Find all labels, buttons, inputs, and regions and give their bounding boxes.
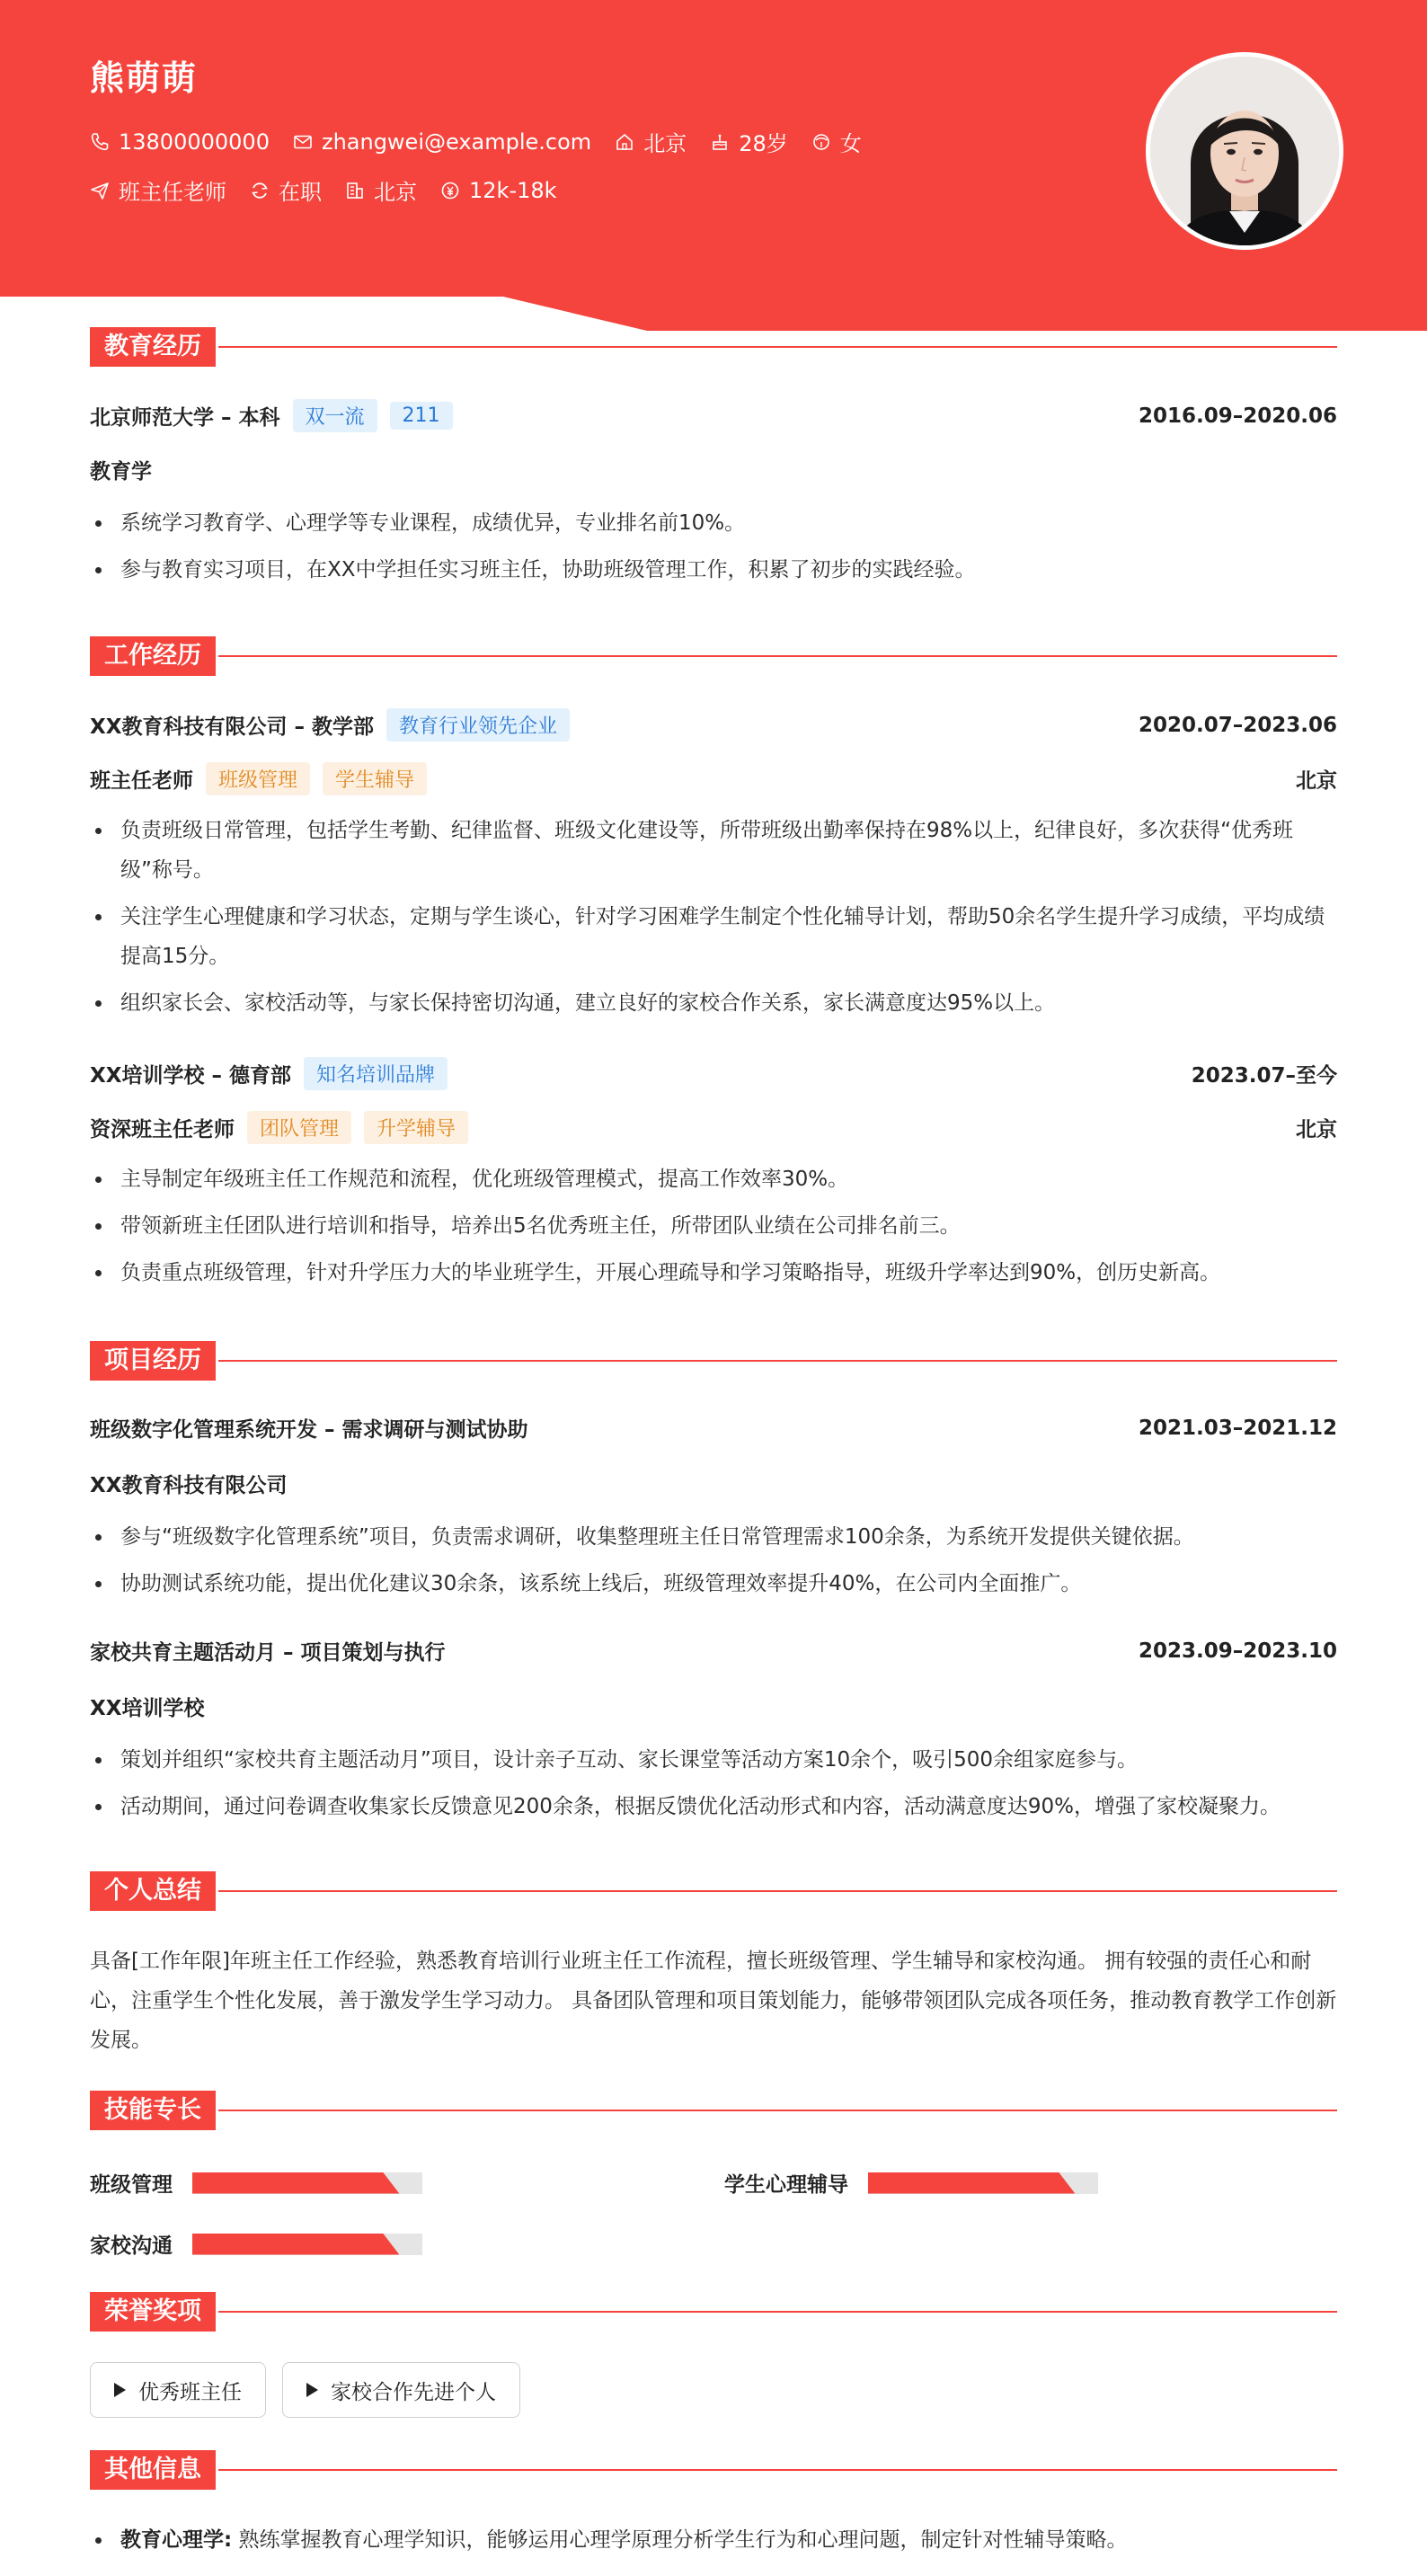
role-tag: 团队管理 [247,1111,351,1144]
salary-text: 12k-18k [469,177,557,203]
company-tag: 教育行业领先企业 [386,708,570,742]
project-bullets [90,1517,1337,1611]
phone-item [90,129,270,155]
section-divider [218,2311,1337,2313]
list-item: 策划并组织“家校共育主题活动月”项目，设计亲子互动、家长课堂等活动方案10余个，吸引500余组家庭参与。 [90,1740,1337,1780]
work-bullets [90,1159,1337,1300]
resume-header [0,0,1427,333]
other-info-item [90,2520,1368,2560]
project-date: 2021.03–2021.12 [1138,1416,1337,1440]
work-role-row [90,762,1337,795]
play-triangle-icon [306,2383,318,2397]
skill-bar-fill [192,2172,399,2194]
gender-text: 女 [839,131,862,156]
list-item: 参与教育实习项目，在XX中学担任实习班主任，协助班级管理工作，积累了初步的实践经验。 [90,550,1337,590]
list-item: 活动期间，通过问卷调查收集家长反馈意见200余条，根据反馈优化活动形式和内容，活动满意度达90%，增强了家校凝聚力。 [90,1787,1337,1826]
work-role-row [90,1111,1337,1144]
project-org: XX教育科技有限公司 [90,1474,288,1497]
work-location: 北京 [1296,769,1337,793]
salary-item [440,178,557,203]
section-skills-title: 技能专长 [90,2091,216,2130]
work-date: 2023.07–至今 [1191,1064,1337,1088]
list-item: 主导制定年级班主任工作规范和流程，优化班级管理模式，提高工作效率30%。 [90,1159,1337,1199]
salary-icon [440,181,460,200]
section-education-header [90,327,1337,367]
mail-icon [293,132,313,152]
contact-row [90,126,885,157]
major: 教育学 [90,460,152,484]
education-date: 2016.09–2020.06 [1138,404,1337,428]
avatar-portrait [1150,57,1339,245]
status-item [250,174,322,206]
list-item: 负责重点班级管理，针对升学压力大的毕业班学生，开展心理疏导和学习策略指导，班级升学率达到90%，创历史新高。 [90,1253,1337,1292]
age-text: 28岁 [739,131,788,156]
phone-text: 13800000000 [119,129,270,155]
skill-item [90,2229,422,2259]
gender-item [811,126,862,157]
role-name: 资深班主任老师 [90,1118,235,1141]
honor-item [282,2362,520,2418]
project-name: 家校共育主题活动月 – 项目策划与执行 [90,1641,446,1665]
section-divider [218,1890,1337,1892]
play-triangle-icon [114,2383,126,2397]
role-name: 班主任老师 [90,769,193,793]
project-bullets [90,1740,1337,1834]
skill-bar [192,2234,422,2255]
list-item: 关注学生心理健康和学习状态，定期与学生谈心，针对学习困难学生制定个性化辅导计划，帮助50余名学生提升学习成绩，平均成绩提高15分。 [90,897,1337,976]
project-row [90,1636,1337,1666]
list-item: 带领新班主任团队进行培训和指导，培养出5名优秀班主任，所带团队业绩在公司排名前三。 [90,1206,1337,1246]
honor-label: 家校合作先进个人 [331,2380,496,2404]
school-tag: 双一流 [293,399,377,432]
section-projects-title: 项目经历 [90,1341,216,1381]
work-location: 北京 [1296,1118,1337,1141]
education-bullets [90,503,1337,597]
status-text: 在职 [279,180,322,205]
section-divider [218,1360,1337,1362]
role-tag: 班级管理 [206,762,310,795]
email-text: zhangwei@example.com [321,129,592,155]
other-info-text: 熟练掌握教育心理学知识，能够运用心理学原理分析学生行为和心理问题，制定针对性辅导策略。 [238,2528,1128,2552]
work-bullets [90,811,1337,1030]
city-text: 北京 [643,131,687,156]
company-name: XX教育科技有限公司 – 教学部 [90,715,374,739]
company-tag: 知名培训品牌 [304,1057,448,1090]
age-item [710,126,788,157]
role-tag: 学生辅导 [323,762,427,795]
list-item: 协助测试系统功能，提出优化建议30余条，该系统上线后，班级管理效率提升40%，在公司内全面推广。 [90,1564,1337,1603]
refresh-icon [250,181,270,200]
gender-icon [811,132,831,152]
work-city-item [345,174,417,206]
section-other-title: 其他信息 [90,2450,216,2490]
section-divider [218,2110,1337,2111]
section-education-title: 教育经历 [90,327,216,367]
school-tag: 211 [390,402,453,430]
work-date: 2020.07–2023.06 [1138,713,1337,737]
summary-text: 具备[工作年限]年班主任工作经验，熟悉教育培训行业班主任工作流程，擅长班级管理、学生辅导和家校沟通。 拥有较强的责任心和耐心，注重学生个性化发展，善于激发学生学习动力。 具备团队管理和项目策划能力，能够带领团队完成各项任务，推动教育教学工作创新发展。 [90,1950,1337,2052]
skill-item [90,2168,422,2198]
work-company-row [90,708,1337,742]
section-other-header [90,2450,1337,2490]
school-name: 北京师范大学 – 本科 [90,406,280,430]
section-work-header [90,636,1337,676]
skill-name: 学生心理辅导 [724,2173,848,2197]
home-icon [615,132,634,152]
position-item [90,174,226,206]
section-honors-header [90,2292,1337,2332]
project-org: XX培训学校 [90,1697,205,1720]
avatar [1146,52,1343,250]
skill-bar-fill [192,2234,399,2255]
company-name: XX培训学校 – 德育部 [90,1064,291,1088]
section-divider [218,2469,1337,2471]
role-tag: 升学辅导 [364,1111,468,1144]
list-item: 系统学习教育学、心理学等专业课程，成绩优异，专业排名前10%。 [90,503,1337,543]
work-company-row [90,1057,1337,1090]
email-item [293,129,591,155]
cake-icon [710,132,730,152]
list-item: 参与“班级数字化管理系统”项目，负责需求调研，收集整理班主任日常管理需求100余条，为系统开发提供关键依据。 [90,1517,1337,1557]
phone-icon [90,132,110,152]
section-honors-title: 荣誉奖项 [90,2292,216,2332]
send-icon [90,181,110,200]
section-work-title: 工作经历 [90,636,216,676]
section-divider [218,655,1337,657]
education-row [90,399,1337,432]
other-info-label: 教育心理学: [120,2528,233,2552]
skill-name: 班级管理 [90,2173,173,2197]
skill-item [724,2168,1098,2198]
job-intent-row [90,174,581,206]
skill-name: 家校沟通 [90,2234,173,2258]
section-summary-title: 个人总结 [90,1871,216,1911]
list-item: 负责班级日常管理，包括学生考勤、纪律监督、班级文化建设等，所带班级出勤率保持在98%以上，纪律良好，多次获得“优秀班级”称号。 [90,811,1337,890]
project-name: 班级数字化管理系统开发 – 需求调研与测试协助 [90,1418,528,1442]
honor-item [90,2362,266,2418]
building-icon [345,181,365,200]
project-date: 2023.09–2023.10 [1138,1639,1337,1663]
project-row [90,1413,1337,1443]
honor-label: 优秀班主任 [138,2380,242,2404]
skill-bar [192,2172,422,2194]
candidate-name: 熊萌萌 [90,58,199,98]
section-divider [218,346,1337,348]
section-summary-header [90,1871,1337,1911]
work-city-text: 北京 [374,180,417,205]
skill-bar-fill [868,2172,1075,2194]
position-text: 班主任老师 [119,180,226,205]
section-skills-header [90,2091,1337,2130]
honors-list [90,2362,536,2418]
skill-bar [868,2172,1098,2194]
section-projects-header [90,1341,1337,1381]
list-item: 组织家长会、家校活动等，与家长保持密切沟通，建立良好的家校合作关系，家长满意度达95%以上。 [90,983,1337,1023]
city-item [615,126,687,157]
